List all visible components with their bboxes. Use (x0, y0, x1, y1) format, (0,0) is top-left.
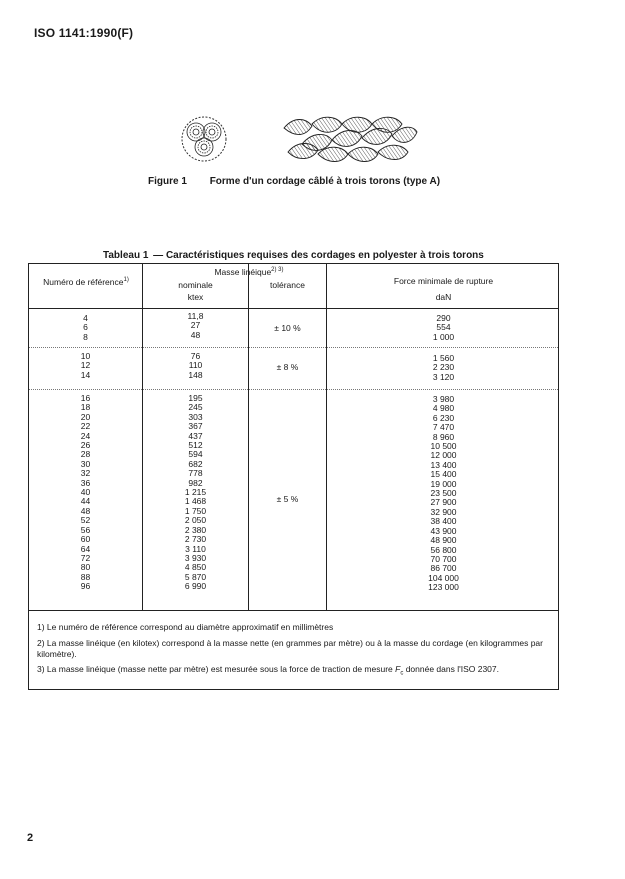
table-cell: 32 (80, 468, 91, 479)
table-cell: 64 (80, 543, 91, 554)
table-cell: 11,8 (187, 311, 204, 321)
table-cell: 16 (80, 393, 91, 403)
page-number: 2 (27, 832, 34, 844)
table-cell: 778 (188, 468, 203, 479)
table-cell: 52 (80, 515, 91, 526)
table-cell: 594 (188, 449, 203, 460)
table-cell: 303 (188, 411, 203, 422)
header-force: Force minimale de rupture (393, 276, 494, 286)
table-cell: 6 230 (432, 412, 455, 423)
table-cell: 554 (436, 322, 451, 333)
table-cell: 48 (190, 329, 201, 340)
table-cell: 1 560 (432, 353, 455, 363)
table-cell: 20 (80, 411, 91, 422)
nominal-column-group-1 (143, 312, 248, 340)
header-nominale-unit: ktex (187, 292, 204, 302)
force-column-group-1 (327, 314, 560, 342)
table-cell: 36 (80, 477, 91, 488)
table-cell: 2 380 (184, 524, 207, 535)
table-cell: 27 900 (430, 497, 457, 508)
tolerance-group-2: ± 8 % (276, 362, 299, 372)
table-cell: 110 (188, 360, 203, 371)
table-cell: 3 930 (184, 552, 207, 563)
table-cell: 367 (188, 421, 203, 432)
table-cell: 2 230 (432, 362, 455, 373)
table-cell: 8 (83, 331, 88, 342)
table-cell: 26 (80, 440, 91, 451)
table-cell: 4 850 (184, 562, 207, 573)
table-cell: 38 400 (430, 516, 457, 527)
table-cell: 48 900 (430, 535, 457, 546)
table-cell: 3 980 (432, 394, 455, 404)
table-cell: 195 (188, 393, 203, 403)
table-cell: 19 000 (430, 478, 457, 489)
table-cell: 40 (80, 487, 91, 498)
col-divider (248, 264, 249, 610)
table-number: Tableau 1 (103, 250, 149, 261)
tolerance-group-1: ± 10 % (274, 323, 301, 333)
table-cell: 4 980 (432, 403, 455, 414)
table-cell: 3 110 (185, 543, 206, 554)
table-cell: 72 (80, 552, 91, 563)
table-cell: 8 960 (432, 431, 455, 442)
force-column-group-2 (327, 354, 560, 382)
header-nominale: nominale (178, 280, 213, 290)
table-cell: 290 (436, 313, 451, 323)
header-force-unit: daN (435, 292, 452, 302)
footnote-3: 3) La masse linéique (masse nette par mètre) est mesurée sous la force de traction de mesure $F_c$ donnée dans l'ISO 2307. (37, 664, 499, 677)
table-cell: 6 (83, 322, 88, 333)
table-cell: 3 120 (432, 371, 455, 382)
table-cell: 104 000 (428, 572, 459, 583)
table-cell: 512 (188, 440, 203, 451)
table-cell: 2 050 (184, 515, 207, 526)
table-cell: 13 400 (430, 459, 457, 470)
figure-number: Figure 1 (148, 176, 187, 187)
table-cell: 30 (80, 458, 91, 469)
table-cell: 76 (190, 351, 201, 361)
force-column-group-3 (327, 395, 560, 593)
figure-caption-text: Forme d'un cordage câblé à trois torons (type A) (209, 176, 441, 187)
table-cell: 18 (80, 402, 91, 413)
table-cell: 1 000 (432, 331, 455, 342)
header-masse: Masse linéique$^{2) 3)}$ (214, 267, 284, 277)
table-cell: 22 (80, 421, 91, 432)
table-cell: 7 470 (432, 422, 455, 433)
table-cell: 60 (80, 534, 91, 545)
table-cell: 70 700 (430, 553, 457, 564)
table-cell: 123 000 (428, 582, 459, 593)
table-cell: 10 500 (430, 441, 457, 452)
table-cell: 5 870 (184, 571, 207, 582)
table-cell: 15 400 (430, 469, 457, 480)
table-cell: 437 (188, 430, 203, 441)
table-cell: 96 (80, 581, 91, 592)
table-cell: 4 (83, 313, 88, 323)
table-cell: 86 700 (430, 563, 457, 574)
table-cell: 24 (80, 430, 91, 441)
table-cell: 43 900 (430, 525, 457, 536)
document-code: ISO 1141:1990(F) (34, 26, 134, 40)
table-cell: 245 (188, 402, 203, 413)
table-cell: 12 000 (430, 450, 457, 461)
table-cell: 1 215 (184, 487, 207, 498)
table-cell: 28 (80, 449, 91, 460)
table-cell: 682 (188, 458, 203, 469)
group-divider (29, 347, 558, 348)
table-title-text: — Caractéristiques requises des cordages en polyester à trois torons (153, 250, 484, 261)
table-cell: 23 500 (430, 488, 457, 499)
table-cell: 12 (80, 360, 91, 371)
rope-cross-section-figure (180, 115, 228, 163)
footnote-1: 1) Le numéro de référence correspond au diamètre approximatif en millimètres (37, 622, 334, 632)
table-cell: 44 (80, 496, 91, 507)
ref-column-group-1 (29, 314, 142, 342)
nominal-column-group-2 (143, 352, 248, 380)
table-cell: 48 (80, 505, 91, 516)
footnote-rule (29, 610, 558, 611)
table-cell: 10 (80, 351, 91, 361)
table-cell: 80 (80, 562, 91, 573)
table-cell: 56 (80, 524, 91, 535)
table-cell: 6 990 (184, 581, 207, 592)
tolerance-group-3: ± 5 % (276, 494, 299, 504)
header-rule (29, 308, 558, 309)
table-cell: 1 468 (184, 496, 207, 507)
table-cell: 88 (80, 571, 91, 582)
ref-column-group-2 (29, 352, 142, 380)
footnote-2: 2) La masse linéique (en kilotex) correspond à la masse nette (en grammes par mètre) ou à la masse du cordage (en kilogrammes par kilomètre). (37, 638, 543, 659)
group-divider (29, 389, 558, 390)
header-ref: Numéro de référence$^{1)}$ (43, 277, 129, 287)
table-cell: 1 750 (184, 505, 207, 516)
header-tolerance: tolérance (270, 280, 305, 290)
table-cell: 2 730 (184, 534, 207, 545)
table-cell: 982 (188, 477, 203, 488)
table-cell: 148 (188, 369, 203, 380)
requirements-table (28, 263, 559, 690)
figure-caption (148, 176, 440, 187)
table-cell: 14 (80, 369, 91, 380)
twisted-rope-figure (282, 114, 419, 166)
nominal-column-group-3 (143, 394, 248, 592)
table-cell: 32 900 (430, 506, 457, 517)
table-title (103, 250, 484, 261)
table-cell: 27 (190, 320, 201, 331)
table-cell: 56 800 (430, 544, 457, 555)
ref-column-group-3 (29, 394, 142, 592)
